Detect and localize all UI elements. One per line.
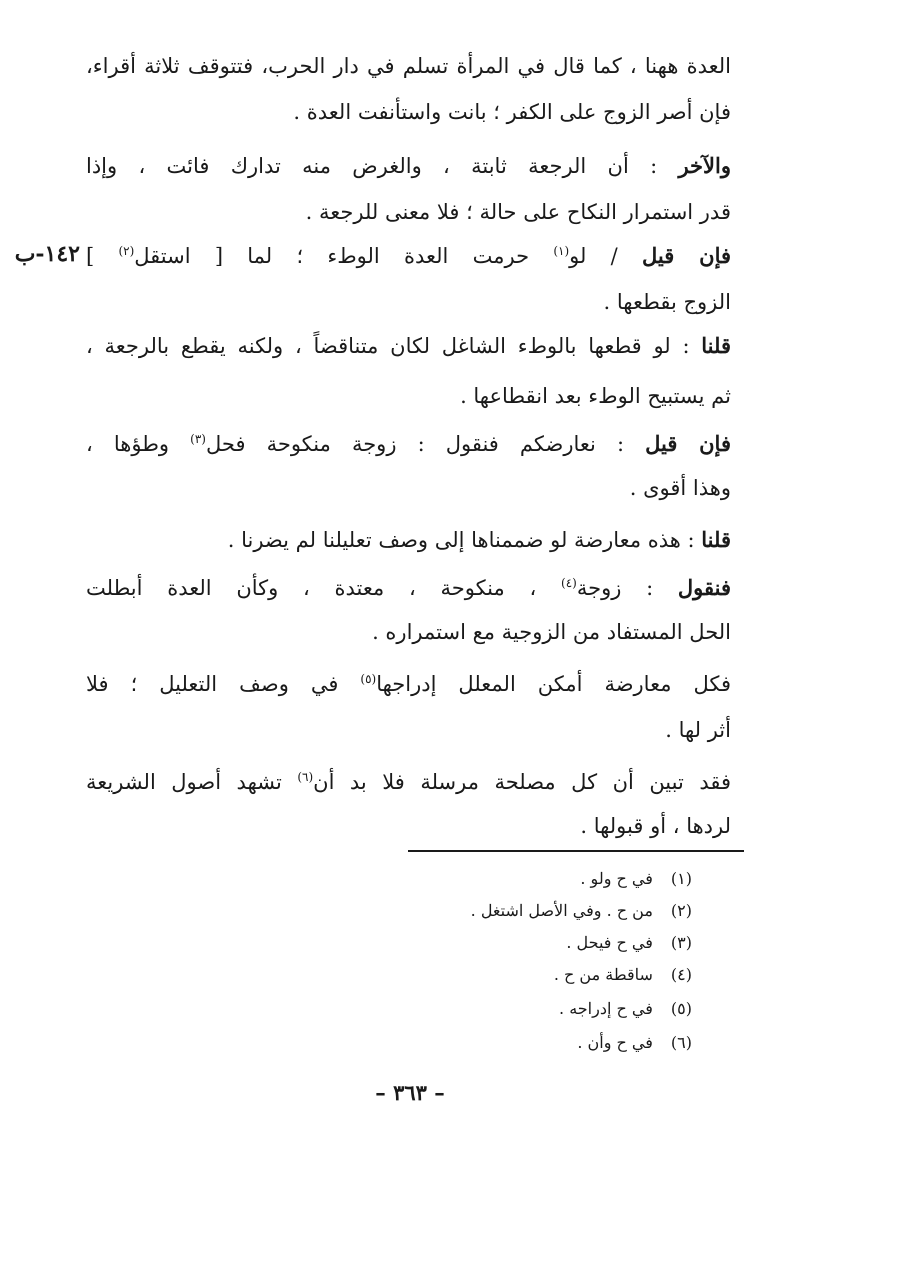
body-line-6: الزوج بقطعها . (603, 290, 731, 314)
paragraph-lead: والآخر (678, 153, 731, 178)
paragraph-text: تشهد أصول الشريعة (86, 770, 298, 794)
footnote-text: ساقطة من ح . (553, 965, 653, 984)
paragraph-lead: فنقول (677, 575, 731, 600)
footnote-ref-5: (٥) (360, 672, 377, 686)
paragraph-text: : زوجة (576, 576, 678, 600)
footnote-6 (362, 1030, 692, 1056)
footnote-separator (408, 850, 744, 852)
paragraph-fa-in-qila-2 (86, 428, 731, 460)
paragraph-lead: فإن قيل (645, 431, 731, 456)
paragraph-faqad (86, 766, 731, 798)
page-number: – ٣٦٣ – (375, 1080, 445, 1105)
footnote-2 (362, 898, 692, 924)
footnote-number: (١) (670, 869, 692, 888)
footnote-5 (362, 996, 692, 1022)
footnote-text: في ح ولو . (580, 869, 653, 888)
paragraph-text: : أن الرجعة ثابتة ، والغرض منه تدارك فائت ، وإذا (86, 154, 679, 178)
paragraph-text: ] (86, 244, 119, 268)
footnote-number: (٣) (670, 933, 692, 952)
paragraph-fakull (86, 668, 731, 700)
body-line-17: لردها ، أو قبولها . (580, 814, 731, 838)
footnote-4 (362, 962, 692, 988)
paragraph-text: حرمت العدة الوطء ؛ لما [ استقل (134, 244, 554, 268)
footnote-3 (362, 930, 692, 956)
paragraph-text: فكل معارضة أمكن المعلل إدراجها (376, 672, 731, 696)
paragraph-text: فقد تبين أن كل مصلحة مرسلة فلا بد أن (313, 770, 731, 794)
footnote-ref-1: (١) (553, 244, 570, 258)
paragraph-lead: فإن قيل (641, 243, 731, 268)
body-line-10: وهذا أقوى . (629, 476, 731, 500)
paragraph-text: ، منكوحة ، معتدة ، وكأن العدة أبطلت (86, 576, 562, 600)
paragraph-text: : نعارضكم فنقول : زوجة منكوحة فحل (205, 432, 646, 456)
footnote-text: في ح إدراجه . (559, 999, 653, 1018)
paragraph-lead: قلنا (701, 527, 731, 552)
paragraph-text: في وصف التعليل ؛ فلا (86, 672, 361, 696)
body-line-13: الحل المستفاد من الزوجية مع استمراره . (372, 620, 731, 644)
paragraph-text: : هذه معارضة لو ضممناها إلى وصف تعليلنا لم يضرنا . (227, 528, 702, 552)
footnote-1 (362, 866, 692, 892)
paragraph-qulna-2 (86, 524, 731, 556)
body-line-15: أثر لها . (665, 718, 731, 742)
footnote-text: في ح وأن . (577, 1033, 653, 1052)
footnote-ref-3: (٣) (190, 432, 206, 446)
body-line-2: فإن أصر الزوج على الكفر ؛ بانت واستأنفت العدة . (293, 100, 731, 124)
paragraph-alakhar (86, 150, 731, 182)
body-line-8: ثم يستبيح الوطء بعد انقطاعها . (460, 384, 731, 408)
footnote-number: (٤) (670, 965, 692, 984)
paragraph-fanaqul (86, 572, 731, 604)
footnote-number: (٥) (670, 999, 692, 1018)
footnote-text: في ح فيحل . (566, 933, 653, 952)
body-line-1: العدة ههنا ، كما قال في المرأة تسلم في دار الحرب، فتتوقف ثلاثة أقراء، (86, 54, 731, 78)
paragraph-text: / لو (569, 244, 642, 268)
footnote-number: (٢) (670, 901, 692, 920)
body-line-4: قدر استمرار النكاح على حالة ؛ فلا معنى للرجعة . (305, 200, 731, 224)
footnote-ref-6: (٦) (297, 770, 314, 784)
paragraph-lead: قلنا (701, 333, 731, 358)
paragraph-fa-in-qila-1 (86, 240, 731, 272)
paragraph-text: : لو قطعها بالوطء الشاغل لكان متناقضاً ، ولكنه يقطع بالرجعة ، (86, 334, 702, 358)
footnote-text: من ح . وفي الأصل اشتغل . (470, 901, 653, 920)
paragraph-qulna-1 (86, 330, 731, 362)
footnote-ref-4: (٤) (561, 576, 577, 590)
manuscript-folio-note: ١٤٢-ب (14, 241, 80, 267)
footnote-ref-2: (٢) (118, 244, 135, 258)
footnote-number: (٦) (670, 1033, 692, 1052)
paragraph-text: وطؤها ، (86, 432, 191, 456)
